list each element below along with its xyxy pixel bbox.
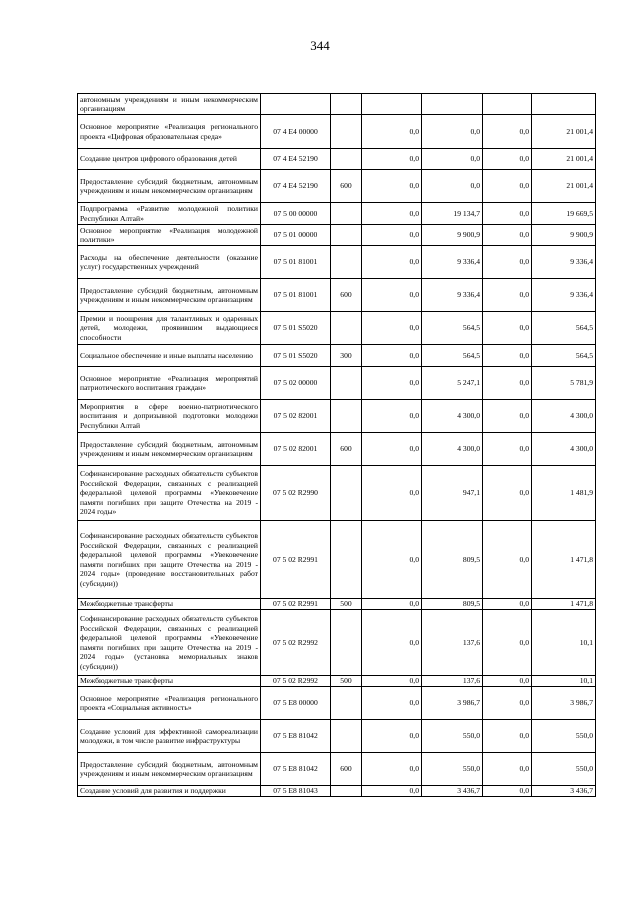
cell-amount-4: 21 001,4 [532,149,596,170]
cell-amount-3: 0,0 [483,345,532,367]
cell-amount-3: 0,0 [483,433,532,466]
cell-code [261,94,331,115]
cell-amount-4: 10,1 [532,610,596,676]
cell-amount-2: 0,0 [422,115,483,149]
cell-amount-3: 0,0 [483,367,532,400]
cell-amount-2: 0,0 [422,149,483,170]
cell-amount-2: 3 436,7 [422,786,483,797]
cell-name: Софинансирование расходных обязательств субъектов Российской Федерации, связанных с реализацией федеральной целевой программы «Увековечение памяти погибших при защите Отечества на 2019 - 2024 годы» (установка мемориальных знаков (субсидии)) [78,610,261,676]
cell-amount-2: 137,6 [422,676,483,687]
cell-amount-2: 137,6 [422,610,483,676]
table-row [78,367,596,400]
cell-name: Создание центров цифрового образования детей [78,149,261,170]
cell-amount-3: 0,0 [483,279,532,312]
cell-amount-1: 0,0 [362,312,422,345]
cell-amount-2 [422,94,483,115]
cell-name: Предоставление субсидий бюджетным, автономным учреждениям и иным некоммерческим организациям [78,433,261,466]
cell-amount-4: 550,0 [532,753,596,786]
cell-code: 07 5 E8 81042 [261,720,331,753]
cell-amount-2: 3 986,7 [422,687,483,720]
cell-code: 07 5 02 R2992 [261,610,331,676]
cell-name: Основное мероприятие «Реализация молодежной политики» [78,225,261,246]
cell-amount-2: 9 336,4 [422,246,483,279]
cell-name: Создание условий для эффективной самореализации молодежи, в том числе развитие инфраструктуры [78,720,261,753]
cell-code: 07 5 E8 81042 [261,753,331,786]
cell-code: 07 5 02 00000 [261,367,331,400]
cell-vr [331,786,362,797]
cell-name: автономным учреждениям и иным некоммерческим организациям [78,94,261,115]
cell-amount-1: 0,0 [362,115,422,149]
cell-code: 07 5 02 R2992 [261,676,331,687]
cell-code: 07 4 E4 52190 [261,149,331,170]
cell-code: 07 5 01 00000 [261,225,331,246]
cell-amount-4: 5 781,9 [532,367,596,400]
cell-name: Софинансирование расходных обязательств субъектов Российской Федерации, связанных с реализацией федеральной целевой программы «Увековечение памяти погибших при защите Отечества на 2019 - 2024 годы» (проведение восстановительных работ (субсидии)) [78,521,261,599]
cell-code: 07 4 E4 52190 [261,170,331,203]
table-row [78,521,596,599]
cell-amount-1: 0,0 [362,400,422,433]
table-row [78,246,596,279]
table-row [78,753,596,786]
cell-amount-1: 0,0 [362,149,422,170]
table-row [78,720,596,753]
cell-amount-4 [532,94,596,115]
table-row [78,203,596,225]
cell-vr [331,466,362,521]
cell-name: Основное мероприятие «Реализация мероприятий патриотического воспитания граждан» [78,367,261,400]
cell-amount-2: 4 300,0 [422,400,483,433]
cell-name: Премии и поощрения для талантливых и одаренных детей, молодежи, проявившим выдающиеся способности [78,312,261,345]
table-body [78,94,596,797]
cell-amount-4: 564,5 [532,345,596,367]
cell-amount-3: 0,0 [483,676,532,687]
cell-amount-2: 550,0 [422,720,483,753]
cell-code: 07 5 01 S5020 [261,345,331,367]
cell-name: Предоставление субсидий бюджетным, автономным учреждениям и иным некоммерческим организациям [78,279,261,312]
cell-amount-4: 10,1 [532,676,596,687]
cell-amount-1: 0,0 [362,345,422,367]
budget-table [77,93,596,797]
cell-amount-1 [362,94,422,115]
cell-vr [331,720,362,753]
cell-amount-3: 0,0 [483,687,532,720]
cell-vr: 600 [331,279,362,312]
cell-amount-3: 0,0 [483,466,532,521]
page-number: 344 [310,38,330,53]
cell-vr [331,94,362,115]
cell-amount-2: 0,0 [422,170,483,203]
cell-vr [331,367,362,400]
cell-amount-4: 21 001,4 [532,115,596,149]
table-row [78,433,596,466]
cell-amount-4: 564,5 [532,312,596,345]
table-row [78,610,596,676]
cell-amount-3: 0,0 [483,225,532,246]
cell-amount-1: 0,0 [362,676,422,687]
cell-amount-4: 3 436,7 [532,786,596,797]
cell-amount-2: 19 134,7 [422,203,483,225]
cell-name: Межбюджетные трансферты [78,599,261,610]
cell-code: 07 5 01 81001 [261,279,331,312]
cell-amount-2: 947,1 [422,466,483,521]
cell-amount-4: 21 001,4 [532,170,596,203]
table-row [78,786,596,797]
cell-amount-4: 4 300,0 [532,400,596,433]
cell-code: 07 5 02 R2990 [261,466,331,521]
table-row [78,599,596,610]
table-row [78,466,596,521]
cell-vr [331,312,362,345]
cell-name: Расходы на обеспечение деятельности (оказание услуг) государственных учреждений [78,246,261,279]
cell-vr: 600 [331,753,362,786]
cell-amount-3 [483,94,532,115]
cell-amount-4: 9 900,9 [532,225,596,246]
table-row [78,400,596,433]
cell-amount-1: 0,0 [362,786,422,797]
cell-vr [331,687,362,720]
cell-name: Социальное обеспечение и иные выплаты населению [78,345,261,367]
cell-amount-3: 0,0 [483,753,532,786]
cell-vr [331,203,362,225]
cell-amount-3: 0,0 [483,521,532,599]
cell-name: Основное мероприятие «Реализация регионального проекта «Цифровая образовательная среда» [78,115,261,149]
cell-amount-4: 550,0 [532,720,596,753]
cell-name: Межбюджетные трансферты [78,676,261,687]
table-row [78,94,596,115]
cell-code: 07 5 E8 81043 [261,786,331,797]
cell-amount-3: 0,0 [483,610,532,676]
table-row [78,170,596,203]
cell-amount-1: 0,0 [362,203,422,225]
cell-name: Основное мероприятие «Реализация регионального проекта «Социальная активность» [78,687,261,720]
cell-amount-1: 0,0 [362,246,422,279]
cell-amount-1: 0,0 [362,687,422,720]
cell-amount-1: 0,0 [362,170,422,203]
cell-amount-2: 564,5 [422,345,483,367]
cell-vr [331,115,362,149]
cell-amount-4: 9 336,4 [532,279,596,312]
cell-amount-3: 0,0 [483,170,532,203]
table-row [78,149,596,170]
cell-amount-4: 1 471,8 [532,599,596,610]
cell-amount-2: 9 336,4 [422,279,483,312]
cell-amount-1: 0,0 [362,225,422,246]
cell-name: Предоставление субсидий бюджетным, автономным учреждениям и иным некоммерческим организациям [78,753,261,786]
cell-amount-3: 0,0 [483,149,532,170]
cell-amount-1: 0,0 [362,599,422,610]
cell-amount-1: 0,0 [362,753,422,786]
cell-name: Мероприятия в сфере военно-патриотического воспитания и допризывной подготовки молодежи Республики Алтай [78,400,261,433]
cell-amount-3: 0,0 [483,246,532,279]
cell-vr [331,400,362,433]
table-row [78,345,596,367]
cell-amount-4: 9 336,4 [532,246,596,279]
cell-vr: 500 [331,676,362,687]
cell-amount-2: 550,0 [422,753,483,786]
cell-code: 07 5 00 00000 [261,203,331,225]
cell-amount-4: 1 471,8 [532,521,596,599]
cell-amount-2: 9 900,9 [422,225,483,246]
table-row [78,676,596,687]
cell-amount-3: 0,0 [483,203,532,225]
cell-vr [331,521,362,599]
cell-amount-1: 0,0 [362,610,422,676]
cell-amount-2: 4 300,0 [422,433,483,466]
cell-code: 07 5 02 82001 [261,400,331,433]
cell-amount-3: 0,0 [483,115,532,149]
cell-vr [331,610,362,676]
cell-vr [331,225,362,246]
table-row [78,115,596,149]
cell-amount-2: 564,5 [422,312,483,345]
cell-amount-4: 4 300,0 [532,433,596,466]
cell-name: Предоставление субсидий бюджетным, автономным учреждениям и иным некоммерческим организациям [78,170,261,203]
cell-name: Создание условий для развития и поддержки [78,786,261,797]
table-row [78,687,596,720]
cell-amount-1: 0,0 [362,521,422,599]
cell-vr [331,246,362,279]
cell-vr: 300 [331,345,362,367]
cell-amount-3: 0,0 [483,720,532,753]
cell-code: 07 5 01 81001 [261,246,331,279]
cell-amount-3: 0,0 [483,400,532,433]
cell-amount-4: 1 481,9 [532,466,596,521]
cell-amount-1: 0,0 [362,466,422,521]
cell-code: 07 5 02 R2991 [261,521,331,599]
cell-name: Софинансирование расходных обязательств субъектов Российской Федерации, связанных с реализацией федеральной целевой программы «Увековечение памяти погибших при защите Отечества на 2019 - 2024 годы» [78,466,261,521]
cell-amount-1: 0,0 [362,279,422,312]
cell-code: 07 5 E8 00000 [261,687,331,720]
cell-code: 07 4 E4 00000 [261,115,331,149]
cell-vr: 600 [331,170,362,203]
cell-amount-2: 809,5 [422,521,483,599]
cell-amount-1: 0,0 [362,720,422,753]
table-row [78,279,596,312]
cell-code: 07 5 02 82001 [261,433,331,466]
cell-amount-3: 0,0 [483,599,532,610]
cell-vr [331,149,362,170]
cell-amount-1: 0,0 [362,433,422,466]
cell-code: 07 5 01 S5020 [261,312,331,345]
table-row [78,225,596,246]
cell-amount-2: 809,5 [422,599,483,610]
cell-amount-4: 3 986,7 [532,687,596,720]
cell-amount-1: 0,0 [362,367,422,400]
cell-vr: 500 [331,599,362,610]
table-row [78,312,596,345]
cell-amount-3: 0,0 [483,312,532,345]
cell-amount-4: 19 669,5 [532,203,596,225]
cell-vr: 600 [331,433,362,466]
cell-code: 07 5 02 R2991 [261,599,331,610]
cell-amount-2: 5 247,1 [422,367,483,400]
cell-amount-3: 0,0 [483,786,532,797]
cell-name: Подпрограмма «Развитие молодежной политики Республики Алтай» [78,203,261,225]
